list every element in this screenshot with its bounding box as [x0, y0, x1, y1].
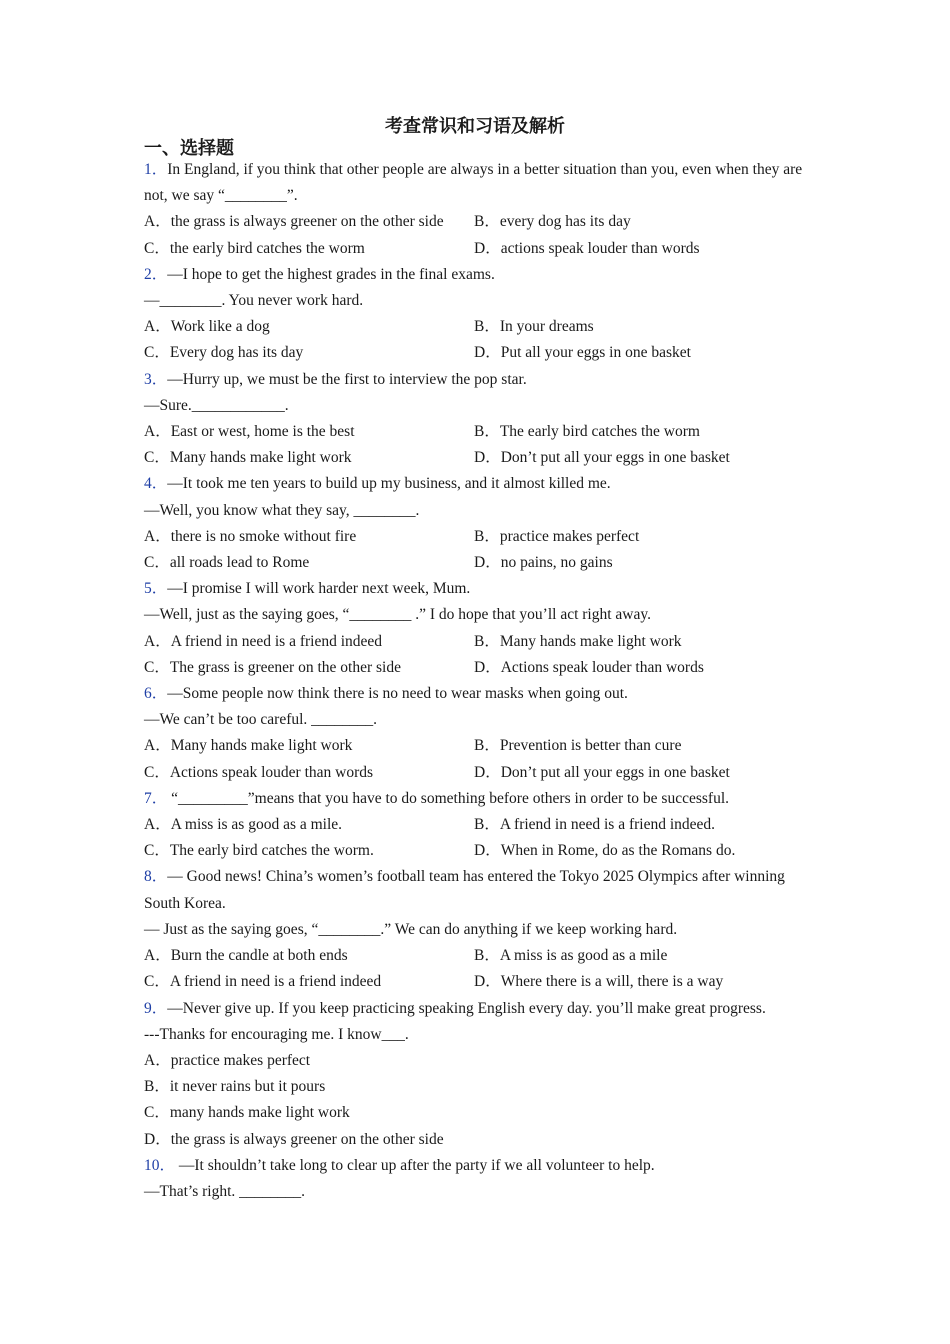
- option-row: [144, 629, 804, 655]
- question-dialogue-line: [144, 288, 804, 314]
- answer-option[interactable]: A．practice makes perfect: [144, 1051, 311, 1069]
- option-row: [144, 340, 804, 366]
- answer-option[interactable]: C．the early bird catches the worm: [144, 239, 365, 257]
- question-1: [144, 157, 804, 262]
- question-10: [144, 1153, 804, 1205]
- question-stem: [144, 996, 804, 1022]
- answer-option[interactable]: D．Don’t put all your eggs in one basket: [474, 449, 730, 467]
- question-text: —________. You never work hard.: [144, 292, 364, 310]
- question-number: 1．: [144, 161, 168, 178]
- question-4: [144, 471, 804, 576]
- answer-option[interactable]: B．A miss is as good as a mile: [474, 947, 668, 965]
- question-text: —I promise I will work harder next week, Mum.: [167, 580, 471, 598]
- question-text: —Well, just as the saying goes, “________ .” I do hope that you’ll act right away.: [144, 606, 651, 624]
- page-title: 考查常识和习语及解析: [385, 116, 565, 137]
- answer-option[interactable]: A．Many hands make light work: [144, 737, 353, 755]
- answer-option[interactable]: A．Burn the candle at both ends: [144, 947, 348, 965]
- question-text: —Never give up. If you keep practicing speaking English every day. you’ll make great progress.: [167, 999, 766, 1017]
- answer-option[interactable]: C．A friend in need is a friend indeed: [144, 973, 382, 991]
- answer-option[interactable]: C．Many hands make light work: [144, 449, 352, 467]
- question-stem: [144, 157, 804, 209]
- answer-option[interactable]: D．actions speak louder than words: [474, 239, 700, 257]
- answer-option[interactable]: A．the grass is always greener on the other side: [144, 213, 444, 231]
- answer-option[interactable]: B．The early bird catches the worm: [474, 423, 700, 441]
- question-stem: [144, 262, 804, 288]
- answer-option[interactable]: D．Don’t put all your eggs in one basket: [474, 763, 730, 781]
- answer-option[interactable]: B．A friend in need is a friend indeed.: [474, 816, 716, 834]
- option-row: [144, 760, 804, 786]
- question-text: —Hurry up, we must be the first to interview the pop star.: [167, 370, 527, 388]
- question-number: 5．: [144, 580, 168, 598]
- question-text: —Sure.____________.: [144, 396, 289, 414]
- option-row: [144, 550, 804, 576]
- question-number: 9．: [144, 999, 168, 1017]
- question-dialogue-line: [144, 393, 804, 419]
- question-stem: [144, 681, 804, 707]
- question-number: 6．: [144, 685, 168, 703]
- option-row: [144, 838, 804, 864]
- option-row: [144, 943, 804, 969]
- answer-option[interactable]: A．A miss is as good as a mile.: [144, 816, 343, 834]
- answer-option[interactable]: C．Every dog has its day: [144, 344, 304, 362]
- question-number: 8．: [144, 868, 168, 886]
- question-7: [144, 786, 804, 865]
- option-row: [144, 236, 804, 262]
- option-row: [144, 655, 804, 681]
- answer-option[interactable]: B．practice makes perfect: [474, 527, 640, 545]
- question-text: —Well, you know what they say, ________.: [144, 501, 420, 519]
- question-text: —Some people now think there is no need to wear masks when going out.: [167, 685, 628, 703]
- question-dialogue-line: [144, 602, 804, 628]
- question-stem: [144, 576, 804, 602]
- answer-option[interactable]: B．Many hands make light work: [474, 632, 682, 650]
- answer-option[interactable]: B．every dog has its day: [474, 213, 631, 231]
- question-6: [144, 681, 804, 786]
- question-text: —That’s right. ________.: [144, 1182, 306, 1200]
- question-3: [144, 367, 804, 472]
- answer-option[interactable]: C．all roads lead to Rome: [144, 554, 310, 572]
- answer-option[interactable]: C．many hands make light work: [144, 1104, 350, 1122]
- answer-option[interactable]: D．the grass is always greener on the other side: [144, 1130, 444, 1148]
- question-list: [144, 157, 804, 1205]
- option-row: [144, 733, 804, 759]
- answer-option[interactable]: D．no pains, no gains: [474, 554, 613, 572]
- question-number: 7．: [144, 789, 168, 807]
- question-number: 2．: [144, 265, 168, 283]
- answer-option[interactable]: D．Actions speak louder than words: [474, 658, 704, 676]
- option-row: [144, 209, 804, 235]
- question-text: —We can’t be too careful. ________.: [144, 711, 378, 729]
- section-heading: 一、选择题: [144, 138, 234, 159]
- question-dialogue-line: [144, 917, 804, 943]
- question-text: — Just as the saying goes, “________.” We can do anything if we keep working hard.: [144, 920, 678, 938]
- answer-option[interactable]: B．In your dreams: [474, 318, 594, 336]
- question-number: 4．: [144, 475, 168, 493]
- question-stem: [144, 471, 804, 497]
- option-row: [144, 812, 804, 838]
- answer-option[interactable]: B．it never rains but it pours: [144, 1078, 326, 1096]
- answer-option[interactable]: C．The grass is greener on the other side: [144, 658, 401, 676]
- answer-option[interactable]: D．Put all your eggs in one basket: [474, 344, 691, 362]
- question-text: —I hope to get the highest grades in the final exams.: [167, 265, 495, 283]
- answer-option[interactable]: D．Where there is a will, there is a way: [474, 973, 724, 991]
- answer-option[interactable]: C．The early bird catches the worm.: [144, 842, 374, 860]
- answer-option[interactable]: B．Prevention is better than cure: [474, 737, 682, 755]
- option-row: [144, 969, 804, 995]
- question-number: 10．: [144, 1156, 176, 1174]
- question-number: 3．: [144, 370, 168, 388]
- answer-option[interactable]: C．Actions speak louder than words: [144, 763, 374, 781]
- answer-option[interactable]: A．Work like a dog: [144, 318, 270, 336]
- question-text: —It took me ten years to build up my business, and it almost killed me.: [167, 475, 611, 493]
- answer-option[interactable]: A．A friend in need is a friend indeed: [144, 632, 383, 650]
- option-row: [144, 524, 804, 550]
- option-row: [144, 314, 804, 340]
- question-stem: [144, 786, 804, 812]
- question-text: — Good news! China’s women’s football team has entered the Tokyo 2025 Olympics after winning South Korea.: [144, 868, 785, 912]
- question-text: —It shouldn’t take long to clear up after the party if we all volunteer to help.: [175, 1156, 655, 1174]
- question-dialogue-line: [144, 1179, 804, 1205]
- question-dialogue-line: [144, 707, 804, 733]
- question-text: “_________”means that you have to do something before others in order to be successful.: [167, 789, 729, 807]
- question-8: [144, 864, 804, 995]
- option-row: [144, 445, 804, 471]
- answer-option[interactable]: D．When in Rome, do as the Romans do.: [474, 842, 736, 860]
- question-9: [144, 996, 804, 1153]
- question-text: ---Thanks for encouraging me. I know___.: [144, 1025, 409, 1043]
- question-dialogue-line: [144, 1022, 804, 1048]
- answer-option[interactable]: A．there is no smoke without fire: [144, 527, 357, 545]
- option-row: [144, 419, 804, 445]
- answer-option[interactable]: A．East or west, home is the best: [144, 423, 355, 441]
- question-stem: [144, 864, 804, 916]
- question-stem: [144, 367, 804, 393]
- question-dialogue-line: [144, 498, 804, 524]
- question-stem: [144, 1153, 804, 1179]
- question-2: [144, 262, 804, 367]
- question-5: [144, 576, 804, 681]
- question-text: In England, if you think that other people are always in a better situation than you, even when they are not, we say “________”.: [144, 161, 803, 205]
